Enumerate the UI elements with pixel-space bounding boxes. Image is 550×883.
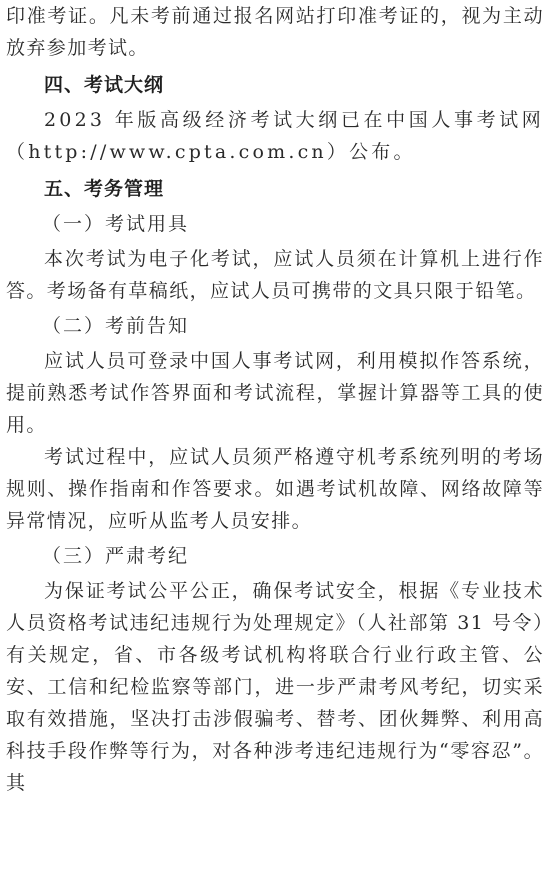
paragraph-mock-system: 应试人员可登录中国人事考试网，利用模拟作答系统，提前熟悉考试作答界面和考试流程，掌握计算器等工具的使用。 [6, 350, 544, 436]
document-page [6, 0, 544, 799]
paragraph-admission-ticket: 印准考证。凡未考前通过报名网站打印准考证的，视为主动放弃参加考试。 [6, 5, 544, 59]
section-heading-exam-syllabus: 四、考试大纲 [44, 74, 165, 96]
subheading-exam-supplies: （一）考试用具 [42, 213, 190, 235]
paragraph-exam-supplies: 本次考试为电子化考试，应试人员须在计算机上进行作答。考场备有草稿纸，应试人员可携带的文具只限于铅笔。 [6, 248, 544, 302]
paragraph-discipline: 为保证考试公平公正，确保考试安全，根据《专业技术人员资格考试违纪违规行为处理规定》（人社部第 31 号令）有关规定，省、市各级考试机构将联合行业行政主管、公安、工信和纪检监察等部门，进一步严肃考风考纪，切实采取有效措施，坚决打击涉假骗考、替考、团伙舞弊、利用高科技手段作弊等行为，对各种涉考违纪违规行为“零容忍”。其 [6, 580, 544, 794]
subheading-exam-discipline: （三）严肃考纪 [42, 545, 190, 567]
paragraph-syllabus: 2023 年版高级经济考试大纲已在中国人事考试网（http://www.cpta.com.cn）公布。 [6, 109, 544, 163]
paragraph-exam-rules: 考试过程中，应试人员须严格遵守机考系统列明的考场规则、操作指南和作答要求。如遇考试机故障、网络故障等异常情况，应听从监考人员安排。 [6, 446, 544, 532]
section-heading-exam-affairs: 五、考务管理 [44, 178, 165, 200]
subheading-pre-exam-notice: （二）考前告知 [42, 315, 190, 337]
